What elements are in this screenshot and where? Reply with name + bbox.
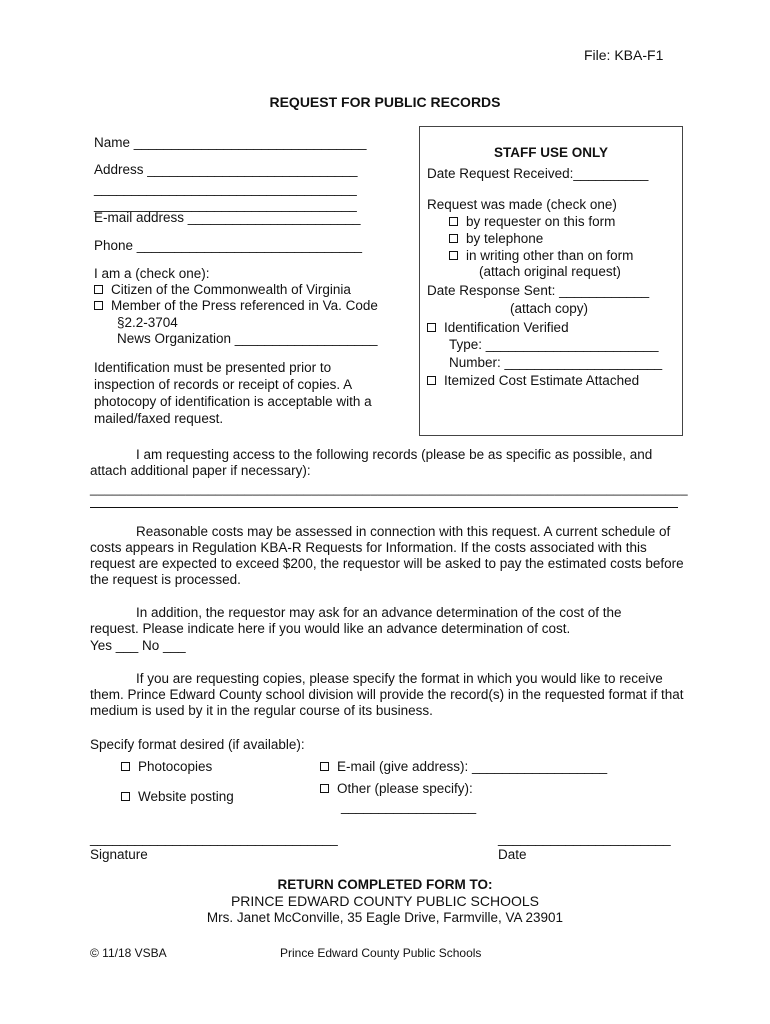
attach-original-note: (attach original request) (479, 264, 621, 279)
other-format-label: Other (please specify): (337, 781, 473, 796)
iam-label: I am a (check one): (94, 266, 210, 281)
other-format-option[interactable] (320, 781, 473, 796)
other-format-line[interactable]: __________________ (341, 799, 477, 814)
press-label: Member of the Press referenced in Va. Code (111, 298, 378, 313)
copies-paragraph: If you are requesting copies, please specify the format in which you would like to receive them. Prince Edward County school division will provide the record(s) in the requested format if that medium is used by it in the regular course of its business. (90, 671, 684, 718)
website-checkbox[interactable] (121, 792, 130, 801)
other-format-checkbox[interactable] (320, 784, 329, 793)
by-telephone-option[interactable] (449, 231, 543, 246)
citizen-checkbox[interactable] (94, 285, 103, 294)
address-line-2[interactable]: ___________________________________ (94, 181, 357, 196)
id-verified-label: Identification Verified (444, 320, 569, 335)
in-writing-option[interactable] (449, 248, 633, 263)
website-label: Website posting (138, 789, 234, 804)
id-notice-line: Identification must be presented prior to (94, 360, 332, 375)
file-id: File: KBA-F1 (584, 47, 664, 63)
photocopies-checkbox[interactable] (121, 762, 130, 771)
email-format-checkbox[interactable] (320, 762, 329, 771)
id-notice-line: photocopy of identification is acceptable with a (94, 394, 372, 409)
advance-yes-no[interactable]: Yes ___ No ___ (90, 638, 186, 653)
website-option[interactable] (121, 789, 234, 804)
itemized-checkbox[interactable] (427, 376, 436, 385)
id-notice (94, 359, 372, 427)
request-made-label: Request was made (check one) (427, 197, 617, 212)
itemized-option[interactable] (427, 373, 639, 388)
response-sent-field[interactable]: Date Response Sent: ____________ (427, 283, 650, 298)
id-verified-checkbox[interactable] (427, 323, 436, 332)
date-received-field[interactable]: Date Request Received:__________ (427, 166, 649, 181)
press-checkbox[interactable] (94, 301, 103, 310)
id-notice-line: mailed/faxed request. (94, 411, 224, 426)
email-format-option[interactable] (320, 759, 607, 774)
advance-paragraph: In addition, the requestor may ask for an advance determination of the cost of the request. Please indicate here if you would like an advance determination of cost. (90, 605, 622, 636)
id-number-field[interactable]: Number: _____________________ (449, 355, 663, 370)
phone-field[interactable]: Phone ______________________________ (94, 238, 363, 253)
costs-paragraph: Reasonable costs may be assessed in connection with this request. A current schedule of costs appears in Regulation KBA-R Requests for Information. If the costs associated with this request are expected to exceed $200, the requestor will be asked to pay the estimated costs before the request is processed. (90, 524, 684, 587)
signature-line[interactable]: _________________________________ (90, 831, 338, 846)
citizen-label: Citizen of the Commonwealth of Virginia (111, 282, 351, 297)
format-label: Specify format desired (if available): (90, 737, 305, 752)
news-org-field[interactable]: News Organization ___________________ (117, 331, 378, 346)
section-divider (90, 507, 678, 508)
photocopies-option[interactable] (121, 759, 212, 774)
in-writing-label: in writing other than on form (466, 248, 634, 263)
address-field[interactable]: Address ____________________________ (94, 162, 358, 177)
itemized-label: Itemized Cost Estimate Attached (444, 373, 640, 388)
address-line-3[interactable]: ___________________________________ (94, 197, 357, 212)
date-label: Date (498, 847, 527, 862)
id-type-field[interactable]: Type: _______________________ (449, 337, 659, 352)
email-format-label: E-mail (give address): __________________ (337, 759, 608, 774)
request-paragraph: I am requesting access to the following records (please be as specific as possible, and attach additional paper if necessary): (90, 447, 653, 478)
request-records-line[interactable]: _________________________________________________________________________________ (90, 481, 688, 496)
id-verified-option[interactable] (427, 320, 569, 335)
return-org: PRINCE EDWARD COUNTY PUBLIC SCHOOLS (230, 893, 540, 909)
staff-use-title: STAFF USE ONLY (493, 145, 608, 160)
by-telephone-label: by telephone (466, 231, 544, 246)
by-requester-checkbox[interactable] (449, 217, 458, 226)
in-writing-checkbox[interactable] (449, 251, 458, 260)
press-code: §2.2-3704 (117, 315, 178, 330)
photocopies-label: Photocopies (138, 759, 213, 774)
footer-org: Prince Edward County Public Schools (280, 946, 482, 960)
email-field[interactable]: E-mail address _______________________ (94, 210, 361, 225)
signature-label: Signature (90, 847, 148, 862)
return-address: Mrs. Janet McConville, 35 Eagle Drive, Farmville, VA 23901 (206, 910, 564, 925)
id-notice-line: inspection of records or receipt of copies. A (94, 377, 353, 392)
by-requester-option[interactable] (449, 214, 615, 229)
by-telephone-checkbox[interactable] (449, 234, 458, 243)
press-option[interactable] (94, 298, 378, 313)
date-line[interactable]: _______________________ (498, 831, 671, 846)
citizen-option[interactable] (94, 282, 351, 297)
footer-copyright: © 11/18 VSBA (90, 946, 167, 960)
form-title: REQUEST FOR PUBLIC RECORDS (269, 94, 501, 110)
name-field[interactable]: Name _______________________________ (94, 135, 367, 150)
attach-copy-note: (attach copy) (510, 301, 589, 316)
return-heading: RETURN COMPLETED FORM TO: (277, 877, 493, 892)
by-requester-label: by requester on this form (466, 214, 616, 229)
